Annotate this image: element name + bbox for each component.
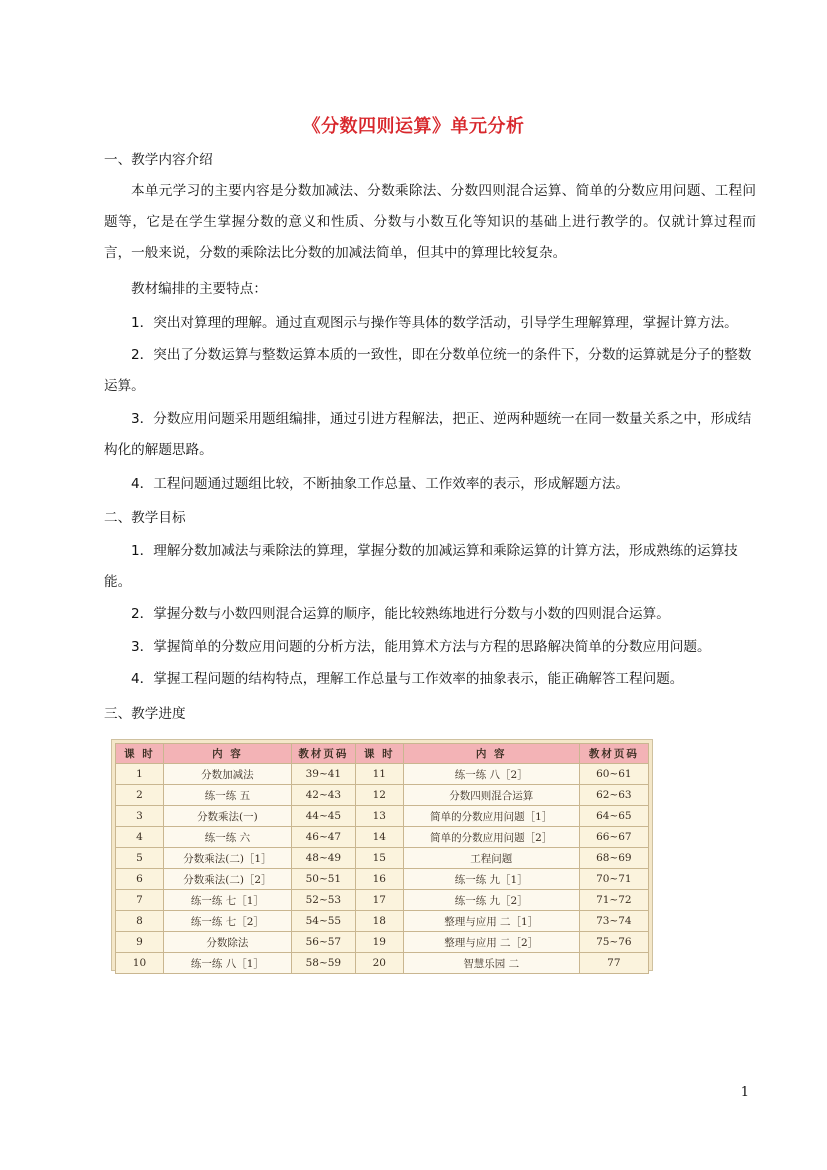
table-cell: 练一练 七［2］ xyxy=(163,911,291,932)
table-cell: 4 xyxy=(116,827,164,848)
table-cell: 70~71 xyxy=(579,869,648,890)
header-cell: 教材页码 xyxy=(579,744,648,764)
table-cell: 8 xyxy=(116,911,164,932)
header-cell: 教材页码 xyxy=(291,744,355,764)
schedule-table-frame xyxy=(111,739,653,971)
goal-item: 2．掌握分数与小数四则混合运算的顺序，能比较熟练地进行分数与小数的四则混合运算。 xyxy=(131,606,670,622)
table-row xyxy=(116,827,649,848)
table-cell: 64~65 xyxy=(579,806,648,827)
table-cell: 分数乘法(二)［2］ xyxy=(163,869,291,890)
table-cell: 练一练 八［1］ xyxy=(163,953,291,974)
table-cell: 15 xyxy=(355,848,403,869)
table-cell: 7 xyxy=(116,890,164,911)
page-title: 《分数四则运算》单元分析 xyxy=(302,116,525,137)
table-cell: 56~57 xyxy=(291,932,355,953)
table-cell: 练一练 七［1］ xyxy=(163,890,291,911)
table-cell: 60~61 xyxy=(579,764,648,785)
table-cell: 11 xyxy=(355,764,403,785)
table-cell: 整理与应用 二［1］ xyxy=(403,911,579,932)
feature-item: 2．突出了分数运算与整数运算本质的一致性，即在分数单位统一的条件下，分数的运算就是分子的整数运算。 xyxy=(104,347,752,394)
table-cell: 3 xyxy=(116,806,164,827)
table-cell: 68~69 xyxy=(579,848,648,869)
table-cell: 工程问题 xyxy=(403,848,579,869)
table-cell: 71~72 xyxy=(579,890,648,911)
table-cell: 练一练 九［2］ xyxy=(403,890,579,911)
table-cell: 75~76 xyxy=(579,932,648,953)
header-cell: 课 时 xyxy=(355,744,403,764)
header-cell: 内 容 xyxy=(163,744,291,764)
table-cell: 77 xyxy=(579,953,648,974)
schedule-table xyxy=(115,743,649,974)
table-cell: 44~45 xyxy=(291,806,355,827)
table-cell: 2 xyxy=(116,785,164,806)
table-cell: 50~51 xyxy=(291,869,355,890)
page-number: 1 xyxy=(740,1085,749,1100)
table-row xyxy=(116,764,649,785)
features-heading: 教材编排的主要特点： xyxy=(131,281,267,297)
table-cell: 54~55 xyxy=(291,911,355,932)
table-cell: 19 xyxy=(355,932,403,953)
goal-item: 3．掌握简单的分数应用问题的分析方法，能用算术方法与方程的思路解决简单的分数应用问题。 xyxy=(131,639,711,655)
table-cell: 练一练 八［2］ xyxy=(403,764,579,785)
table-cell: 48~49 xyxy=(291,848,355,869)
table-cell: 58~59 xyxy=(291,953,355,974)
table-cell: 简单的分数应用问题［2］ xyxy=(403,827,579,848)
table-cell: 6 xyxy=(116,869,164,890)
feature-item: 3．分数应用问题采用题组编排，通过引进方程解法，把正、逆两种题统一在同一数量关系之中，形成结构化的解题思路。 xyxy=(104,411,752,458)
table-cell: 16 xyxy=(355,869,403,890)
table-cell: 分数四则混合运算 xyxy=(403,785,579,806)
table-header-row xyxy=(116,744,649,764)
table-row xyxy=(116,911,649,932)
table-cell: 20 xyxy=(355,953,403,974)
table-cell: 73~74 xyxy=(579,911,648,932)
table-cell: 46~47 xyxy=(291,827,355,848)
section-heading-schedule: 三、教学进度 xyxy=(104,706,186,722)
table-row xyxy=(116,890,649,911)
table-cell: 整理与应用 二［2］ xyxy=(403,932,579,953)
table-cell: 62~63 xyxy=(579,785,648,806)
table-cell: 42~43 xyxy=(291,785,355,806)
table-cell: 练一练 九［1］ xyxy=(403,869,579,890)
table-cell: 5 xyxy=(116,848,164,869)
table-cell: 52~53 xyxy=(291,890,355,911)
table-cell: 39~41 xyxy=(291,764,355,785)
table-cell: 18 xyxy=(355,911,403,932)
table-row xyxy=(116,953,649,974)
goal-item: 4．掌握工程问题的结构特点，理解工作总量与工作效率的抽象表示，能正确解答工程问题。 xyxy=(131,671,684,687)
table-row xyxy=(116,806,649,827)
table-cell: 简单的分数应用问题［1］ xyxy=(403,806,579,827)
table-cell: 66~67 xyxy=(579,827,648,848)
table-cell: 9 xyxy=(116,932,164,953)
table-row xyxy=(116,932,649,953)
table-row xyxy=(116,869,649,890)
table-row xyxy=(116,785,649,806)
intro-paragraph: 本单元学习的主要内容是分数加减法、分数乘除法、分数四则混合运算、简单的分数应用问题、工程问题等，它是在学生掌握分数的意义和性质、分数与小数互化等知识的基础上进行教学的。仅就计算过程而言，一般来说，分数的乘除法比分数的加减法简单，但其中的算理比较复杂。 xyxy=(104,183,756,261)
header-cell: 内 容 xyxy=(403,744,579,764)
table-cell: 练一练 六 xyxy=(163,827,291,848)
section-heading-goals: 二、教学目标 xyxy=(104,510,186,526)
table-cell: 10 xyxy=(116,953,164,974)
table-cell: 练一练 五 xyxy=(163,785,291,806)
table-cell: 分数除法 xyxy=(163,932,291,953)
feature-item: 1．突出对算理的理解。通过直观图示与操作等具体的数学活动，引导学生理解算理，掌握计算方法。 xyxy=(131,315,738,331)
table-cell: 14 xyxy=(355,827,403,848)
table-row xyxy=(116,848,649,869)
table-cell: 17 xyxy=(355,890,403,911)
table-cell: 1 xyxy=(116,764,164,785)
section-heading-content: 一、教学内容介绍 xyxy=(104,152,213,168)
goal-item: 1．理解分数加减法与乘除法的算理，掌握分数的加减运算和乘除运算的计算方法，形成熟练的运算技能。 xyxy=(104,543,738,590)
table-cell: 12 xyxy=(355,785,403,806)
table-cell: 分数乘法(二)［1］ xyxy=(163,848,291,869)
table-cell: 分数加减法 xyxy=(163,764,291,785)
feature-item: 4．工程问题通过题组比较，不断抽象工作总量、工作效率的表示，形成解题方法。 xyxy=(131,476,630,492)
table-cell: 13 xyxy=(355,806,403,827)
table-cell: 分数乘法(一) xyxy=(163,806,291,827)
table-cell: 智慧乐园 二 xyxy=(403,953,579,974)
header-cell: 课 时 xyxy=(116,744,164,764)
